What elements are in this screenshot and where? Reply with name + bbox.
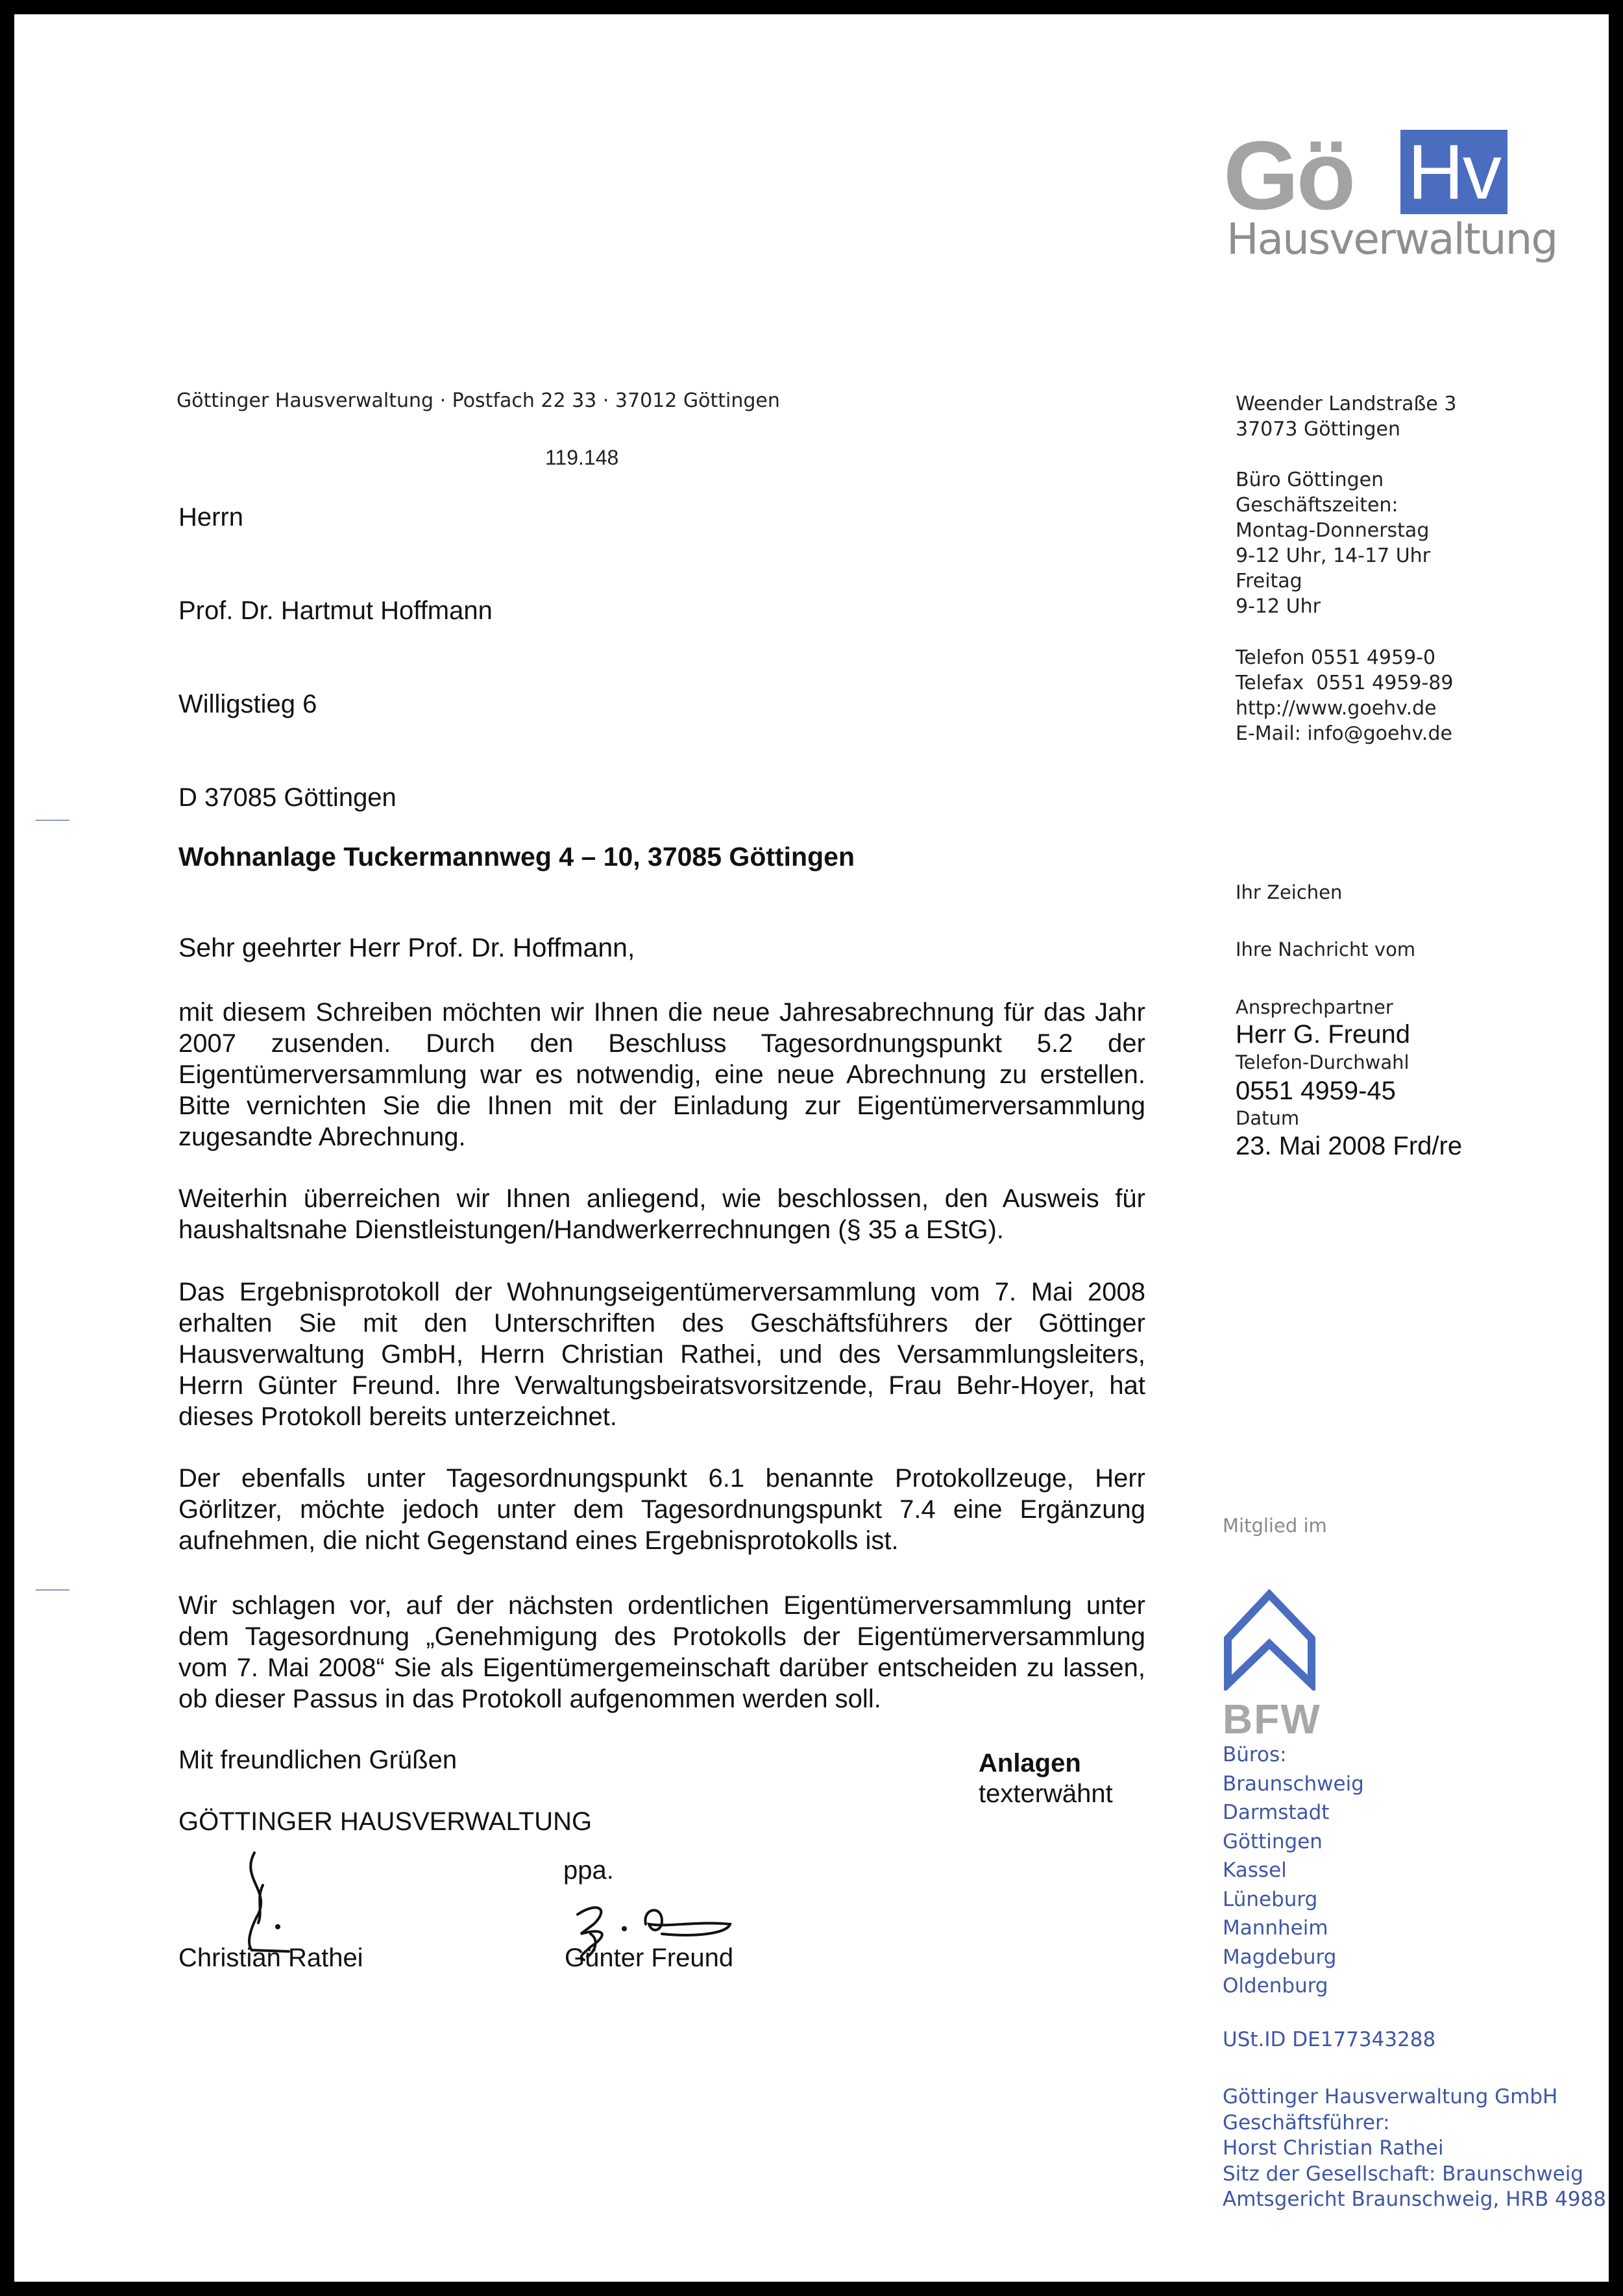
bfw-house-icon: [1223, 1587, 1317, 1691]
vat-id: USt.ID DE177343288: [1223, 2028, 1436, 2051]
body-paragraph: mit diesem Schreiben möchten wir Ihnen die neue Jahresabrechnung für das Jahr 2007 zusenden. Durch den Beschluss Tagesordnungspunkt 5.2 der Eigentümerversammlung war es notwendig, eine neue Abrechnung zu erstellen. Bitte vernichten Sie die Ihnen mit der Einladung zur Eigentümerversammlung zugesandte Abrechnung.: [178, 998, 1145, 1151]
contact-person-value: Herr G. Freund: [1236, 1020, 1410, 1049]
letter-subject: Wohnanlage Tuckermannweg 4 – 10, 37085 Göttingen: [178, 842, 855, 872]
office-address: Weender Landstraße 3 37073 Göttingen: [1236, 393, 1457, 441]
fold-mark: [36, 1589, 69, 1591]
office-contact: Telefon 0551 4959-0 Telefax 0551 4959-89 http://www.goehv.de E-Mail: info@goehv.de: [1236, 646, 1454, 745]
bfw-logo-text: BFW: [1223, 1696, 1321, 1742]
logo-brand-right: Hv: [1400, 130, 1507, 214]
body-paragraph: Wir schlagen vor, auf der nächsten ordentlichen Eigentümerversammlung unter dem Tagesordnung „Genehmigung des Protokolls der Eigentümerversammlung vom 7. Mai 2008“ Sie als Eigentümergemeinschaft darüber entscheiden zu lassen, ob dieser Passus in das Protokoll aufgenommen werden soll.: [178, 1591, 1145, 1713]
signer-1-name: Christian Rathei: [178, 1944, 363, 1972]
fold-mark: [36, 820, 69, 821]
company-registration-info: Göttinger Hausverwaltung GmbH Geschäftsführer: Horst Christian Rathei Sitz der Gesellschaft: Braunschweig Amtsgericht Braunschweig, HRB 4988: [1223, 2085, 1606, 2211]
attachments-heading: Anlagen: [979, 1749, 1081, 1777]
logo-subtitle: Hausverwaltung: [1226, 214, 1557, 264]
direct-dial-label: Telefon-Durchwahl: [1236, 1051, 1409, 1073]
office-hours: Büro Göttingen Geschäftszeiten: Montag-Donnerstag 9-12 Uhr, 14-17 Uhr Freitag 9-12 Uhr: [1236, 469, 1431, 618]
attachments-text: texterwähnt: [979, 1779, 1113, 1808]
recipient-line: Herrn: [178, 503, 244, 531]
closing: Mit freundlichen Grüßen: [178, 1746, 458, 1774]
body-paragraph: Der ebenfalls unter Tagesordnungspunkt 6.1 benannte Protokollzeuge, Herr Görlitzer, möchte jedoch unter dem Tagesordnungspunkt 7.4 eine Ergänzung aufnehmen, die nicht Gegenstand eines Ergebnisprotokolls ist.: [178, 1464, 1145, 1555]
direct-dial-value: 0551 4959-45: [1236, 1077, 1396, 1105]
recipient-line: Willigstieg 6: [178, 690, 317, 718]
company-name: GÖTTINGER HAUSVERWALTUNG: [178, 1807, 592, 1836]
signer-2-name: Günter Freund: [565, 1944, 734, 1972]
contact-person-label: Ansprechpartner: [1236, 996, 1393, 1018]
sender-return-address: Göttinger Hausverwaltung · Postfach 22 33 · 37012 Göttingen: [177, 389, 780, 412]
body-paragraph: Das Ergebnisprotokoll der Wohnungseigentümerversammlung vom 7. Mai 2008 erhalten Sie mit den Unterschriften des Geschäftsführers der Göttinger Hausverwaltung GmbH, Herrn Christian Rathei, und des Versammlungsleiters, Herrn Günter Freund. Ihre Verwaltungsbeiratsvorsitzende, Frau Behr-Hoyer, hat dieses Protokoll bereits unterzeichnet.: [178, 1278, 1145, 1431]
office-locations-list: Büros: Braunschweig Darmstadt Göttingen Kassel Lüneburg Mannheim Magdeburg Oldenburg: [1223, 1743, 1364, 1997]
salutation: Sehr geehrter Herr Prof. Dr. Hoffmann,: [178, 933, 635, 962]
date-value: 23. Mai 2008 Frd/re: [1236, 1132, 1463, 1160]
ihre-nachricht-label: Ihre Nachricht vom: [1236, 938, 1416, 960]
recipient-line: D 37085 Göttingen: [178, 783, 397, 812]
logo-brand-left: Gö: [1223, 121, 1354, 230]
signature-rathei: [227, 1846, 305, 1960]
reference-number: 119.148: [545, 446, 619, 469]
ppa-label: ppa.: [563, 1856, 614, 1885]
recipient-line: Prof. Dr. Hartmut Hoffmann: [178, 596, 493, 625]
date-label: Datum: [1236, 1107, 1300, 1129]
ihr-zeichen-label: Ihr Zeichen: [1236, 881, 1343, 903]
member-label: Mitglied im: [1223, 1515, 1327, 1537]
body-paragraph: Weiterhin überreichen wir Ihnen anliegend, wie beschlossen, den Ausweis für haushaltsnahe Dienstleistungen/Handwerkerrechnungen (§ 35 a EStG).: [178, 1184, 1145, 1244]
recipient-address: [178, 439, 493, 844]
